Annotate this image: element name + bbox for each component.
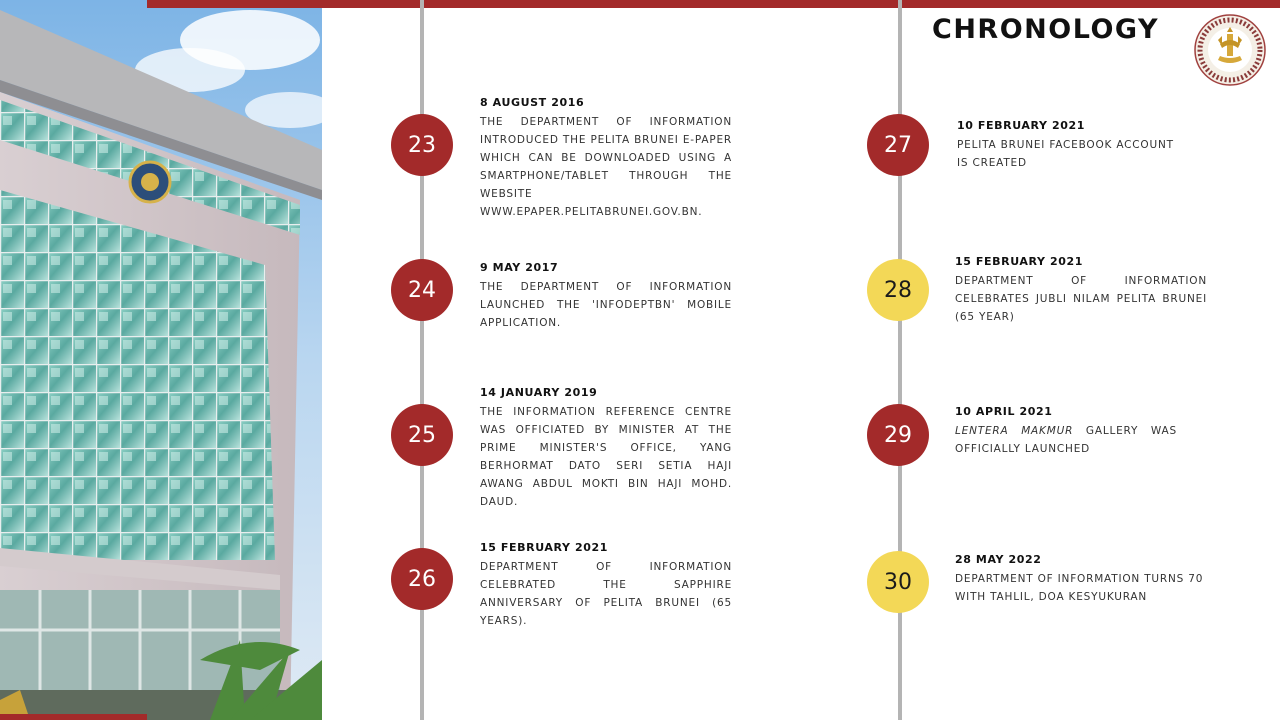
milestone-number: 29 — [884, 422, 912, 448]
milestone-30-marker — [867, 551, 929, 613]
milestone-24-entry — [480, 260, 732, 332]
milestone-number: 27 — [884, 132, 912, 158]
milestone-number: 30 — [884, 569, 912, 595]
milestone-25-marker — [391, 404, 453, 466]
milestone-number: 28 — [884, 277, 912, 303]
milestone-27-entry — [957, 118, 1187, 172]
milestone-28-marker — [867, 259, 929, 321]
milestone-description: PELITA BRUNEI FACEBOOK ACCOUNT IS CREATED — [957, 139, 1174, 169]
department-logo — [1194, 14, 1266, 86]
milestone-26-entry — [480, 540, 732, 630]
milestone-date: 15 FEBRUARY 2021 — [480, 541, 609, 554]
milestone-23-entry — [480, 95, 732, 221]
milestone-24-marker — [391, 259, 453, 321]
milestone-26-marker — [391, 548, 453, 610]
milestone-description: DEPARTMENT OF INFORMATION TURNS 70 WITH TAHLIL, DOA KESYUKURAN — [955, 573, 1204, 603]
milestone-date: 8 AUGUST 2016 — [480, 96, 585, 109]
milestone-number: 24 — [408, 277, 436, 303]
milestone-date: 10 FEBRUARY 2021 — [957, 119, 1086, 132]
milestone-date: 14 JANUARY 2019 — [480, 386, 598, 399]
milestone-29-marker — [867, 404, 929, 466]
milestone-description: THE DEPARTMENT OF INFORMATION INTRODUCED THE PELITA BRUNEI E-PAPER WHICH CAN BE DOWNLOADED USING A SMARTPHONE/TABLET THROUGH THE WEBSITE WWW.EPAPER.PELITABRUNEI.GOV.BN. — [480, 116, 732, 218]
milestone-27-marker — [867, 114, 929, 176]
milestone-23-marker — [391, 114, 453, 176]
milestone-description — [955, 422, 1177, 458]
milestone-number: 25 — [408, 422, 436, 448]
top-accent-bar — [147, 0, 1280, 8]
milestone-description: DEPARTMENT OF INFORMATION CELEBRATES JUBLI NILAM PELITA BRUNEI (65 YEAR) — [955, 275, 1207, 323]
bottom-accent-bar — [0, 714, 147, 720]
milestone-description-text: GALLERY WAS OFFICIALLY LAUNCHED — [955, 425, 1177, 455]
milestone-description: DEPARTMENT OF INFORMATION CELEBRATED THE SAPPHIRE ANNIVERSARY OF PELITA BRUNEI (65 YEARS). — [480, 561, 732, 627]
milestone-number: 23 — [408, 132, 436, 158]
milestone-25-entry — [480, 385, 732, 511]
milestone-30-entry — [955, 552, 1207, 606]
timeline-line-left — [420, 0, 424, 720]
milestone-number: 26 — [408, 566, 436, 592]
building-photo — [0, 0, 322, 720]
milestone-description: THE INFORMATION REFERENCE CENTRE WAS OFFICIATED BY MINISTER AT THE PRIME MINISTER'S OFFICE, YANG BERHORMAT DATO SERI SETIA HAJI AWANG ABDUL MOKTI BIN HAJI MOHD. DAUD. — [480, 406, 732, 508]
milestone-description: THE DEPARTMENT OF INFORMATION LAUNCHED THE 'INFODEPTBN' MOBILE APPLICATION. — [480, 281, 732, 329]
page-title: CHRONOLOGY — [932, 14, 1160, 45]
milestone-date: 15 FEBRUARY 2021 — [955, 255, 1084, 268]
milestone-date: 28 MAY 2022 — [955, 553, 1042, 566]
milestone-28-entry — [955, 254, 1207, 326]
gallery-name: LENTERA MAKMUR — [955, 425, 1074, 437]
milestone-date: 10 APRIL 2021 — [955, 405, 1053, 418]
milestone-29-entry — [955, 404, 1177, 458]
milestone-date: 9 MAY 2017 — [480, 261, 559, 274]
